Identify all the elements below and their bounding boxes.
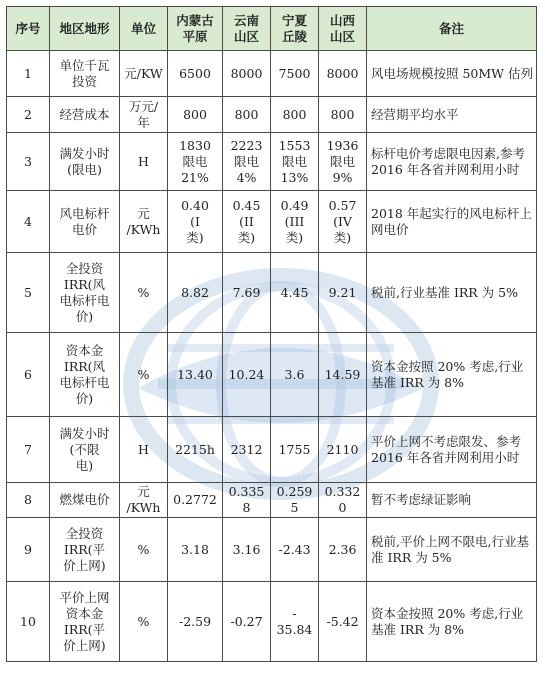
table-cell: 0.45 (II 类) (223, 191, 271, 253)
table-cell: 0.332 0 (319, 483, 367, 518)
header-cell-region4: 山西 山区 (319, 7, 367, 51)
table-cell: 2.36 (319, 518, 367, 582)
table-cell: H (120, 417, 168, 483)
data-table (6, 6, 537, 662)
table-cell: % (120, 518, 168, 582)
table-row (7, 582, 537, 662)
item-cell: 风电标杆 电价 (50, 191, 120, 253)
table-cell: 8000 (319, 51, 367, 97)
table-cell: 800 (319, 97, 367, 133)
table-cell: 1936 限电 9% (319, 133, 367, 191)
item-cell: 资本金 IRR(风 电标杆电 价) (50, 333, 120, 417)
table-row (7, 191, 537, 253)
item-cell: 全投资 IRR(风 电标杆电 价) (50, 253, 120, 333)
table-cell: 3.16 (223, 518, 271, 582)
item-cell: 满发小时 (限电) (50, 133, 120, 191)
table-cell: 14.59 (319, 333, 367, 417)
table-cell: % (120, 333, 168, 417)
table-cell: 0.40 (I 类) (168, 191, 223, 253)
table-cell: 6 (7, 333, 50, 417)
item-cell: 满发小时 (不限 电) (50, 417, 120, 483)
item-cell: 单位千瓦 投资 (50, 51, 120, 97)
table-cell: -5.42 (319, 582, 367, 662)
table-row (7, 518, 537, 582)
table-cell: 0.2772 (168, 483, 223, 518)
table-cell: 3.6 (271, 333, 319, 417)
table-cell: 800 (271, 97, 319, 133)
note-cell: 平价上网不考虑限发、参考 2016 年各省并网利用小时 (367, 417, 537, 483)
table-cell: 9 (7, 518, 50, 582)
table-cell: 1755 (271, 417, 319, 483)
table-cell: 10 (7, 582, 50, 662)
table-cell: 8.82 (168, 253, 223, 333)
table-cell: 0.335 8 (223, 483, 271, 518)
table-cell: 0.57 (IV 类) (319, 191, 367, 253)
item-cell: 经营成本 (50, 97, 120, 133)
table-row (7, 253, 537, 333)
note-cell: 标杆电价考虑限电因素,参考 2016 年各省并网利用小时 (367, 133, 537, 191)
note-cell: 2018 年起实行的风电标杆上网电价 (367, 191, 537, 253)
table-cell: 7.69 (223, 253, 271, 333)
table-cell: 4 (7, 191, 50, 253)
table-row (7, 133, 537, 191)
header-cell-region1: 内蒙古 平原 (168, 7, 223, 51)
header-row (7, 7, 537, 51)
header-cell-item: 地区地形 (50, 7, 120, 51)
table-cell: 1553 限电 13% (271, 133, 319, 191)
table-row (7, 51, 537, 97)
note-cell: 资本金按照 20% 考虑,行业基准 IRR 为 8% (367, 582, 537, 662)
table-cell: H (120, 133, 168, 191)
table-cell: -2.43 (271, 518, 319, 582)
note-cell: 经营期平均水平 (367, 97, 537, 133)
header-cell-index: 序号 (7, 7, 50, 51)
table-cell: 2215h (168, 417, 223, 483)
table-cell: 4.45 (271, 253, 319, 333)
header-cell-region2: 云南 山区 (223, 7, 271, 51)
table-cell: 8000 (223, 51, 271, 97)
table-body (7, 51, 537, 662)
table-cell: 2 (7, 97, 50, 133)
table-cell: 元 /KWh (120, 191, 168, 253)
table-cell: 9.21 (319, 253, 367, 333)
header-cell-note: 备注 (367, 7, 537, 51)
table-cell: % (120, 582, 168, 662)
table-cell: 3.18 (168, 518, 223, 582)
table-cell: 3 (7, 133, 50, 191)
table-cell: 元 /KWh (120, 483, 168, 518)
table-cell: 0.49 (III 类) (271, 191, 319, 253)
table-cell: 万元/ 年 (120, 97, 168, 133)
note-cell: 暂不考虑绿证影响 (367, 483, 537, 518)
table-cell: 2110 (319, 417, 367, 483)
header-cell-unit: 单位 (120, 7, 168, 51)
table-cell: % (120, 253, 168, 333)
table-cell: 元/KW (120, 51, 168, 97)
table-row (7, 417, 537, 483)
item-cell: 平价上网 资本金 IRR(平 价上网) (50, 582, 120, 662)
table-cell: 2312 (223, 417, 271, 483)
table-cell: 10.24 (223, 333, 271, 417)
table-cell: 0.259 5 (271, 483, 319, 518)
note-cell: 税前,平价上网不限电,行业基准 IRR 为 5% (367, 518, 537, 582)
table-cell: 1 (7, 51, 50, 97)
table-cell: 800 (168, 97, 223, 133)
note-cell: 风电场规模按照 50MW 估列 (367, 51, 537, 97)
item-cell: 燃煤电价 (50, 483, 120, 518)
table-cell: 7500 (271, 51, 319, 97)
table-cell: -0.27 (223, 582, 271, 662)
table-cell: 6500 (168, 51, 223, 97)
table-cell: - 35.84 (271, 582, 319, 662)
table-cell: 8 (7, 483, 50, 518)
table-cell: -2.59 (168, 582, 223, 662)
note-cell: 税前,行业基准 IRR 为 5% (367, 253, 537, 333)
table-row (7, 333, 537, 417)
table-cell: 800 (223, 97, 271, 133)
table-cell: 7 (7, 417, 50, 483)
table-row (7, 483, 537, 518)
table-cell: 13.40 (168, 333, 223, 417)
table-row (7, 97, 537, 133)
note-cell: 资本金按照 20% 考虑,行业基准 IRR 为 8% (367, 333, 537, 417)
table-cell: 2223 限电 4% (223, 133, 271, 191)
table-cell: 5 (7, 253, 50, 333)
item-cell: 全投资 IRR(平 价上网) (50, 518, 120, 582)
header-cell-region3: 宁夏 丘陵 (271, 7, 319, 51)
table-cell: 1830 限电 21% (168, 133, 223, 191)
